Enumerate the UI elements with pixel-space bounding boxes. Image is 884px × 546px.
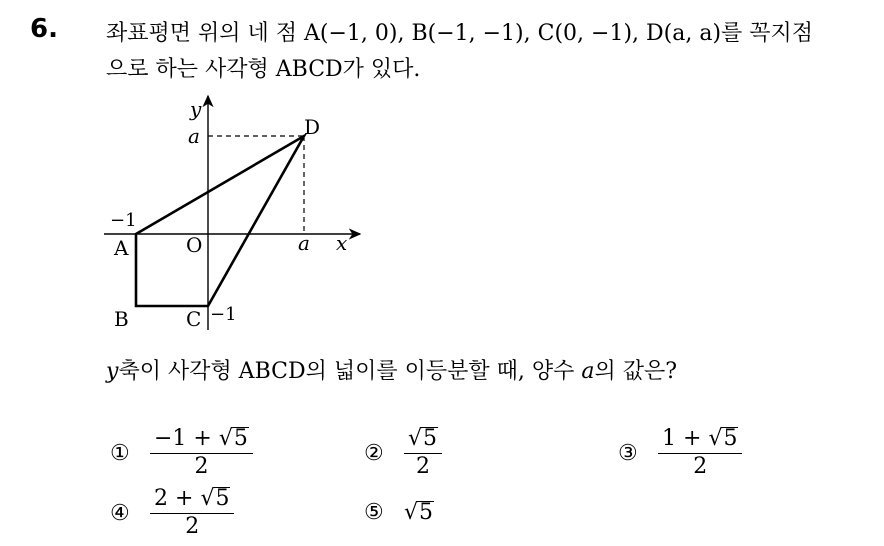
- sqrt-icon: √: [408, 426, 423, 451]
- label-point-a: A: [114, 236, 129, 260]
- sqrt-icon: √: [218, 426, 233, 451]
- label-point-c: C: [186, 307, 202, 331]
- x-axis-label: x: [336, 231, 348, 255]
- y-axis-label: y: [190, 97, 202, 121]
- sqrt-icon: √: [708, 426, 723, 451]
- stem-line-2: 으로 하는 사각형 ABCD가 있다.: [106, 57, 421, 82]
- choice-3-fraction: 1 + √ 5 2: [658, 426, 742, 480]
- label-point-b: B: [114, 307, 129, 331]
- choice-4-number: ④: [110, 500, 130, 526]
- choice-5-number: ⑤: [364, 500, 384, 525]
- choice-1[interactable]: [110, 426, 253, 480]
- quadrilateral-abcd: [136, 136, 304, 306]
- choice-4[interactable]: [110, 486, 234, 540]
- condition-end: 의 값은?: [594, 359, 678, 384]
- sqrt-icon: √: [404, 500, 419, 525]
- choice-2[interactable]: [364, 426, 442, 480]
- choice-3[interactable]: [618, 426, 742, 480]
- label-a-on-x: a: [298, 231, 310, 255]
- choice-2-number: ②: [364, 440, 384, 466]
- question-number: 6.: [30, 14, 58, 44]
- choice-4-fraction: 2 + √ 5 2: [150, 486, 234, 540]
- choice-1-fraction: −1 + √ 5 2: [150, 426, 253, 480]
- choice-5[interactable]: [364, 500, 434, 525]
- question-condition: [106, 354, 677, 385]
- choice-1-number: ①: [110, 440, 130, 466]
- choice-2-fraction: √ 5 2: [404, 426, 442, 480]
- label-a-on-y: a: [188, 124, 200, 148]
- label-minus1-y: −1: [110, 210, 137, 231]
- sqrt-icon: √: [200, 486, 215, 511]
- choice-3-number: ③: [618, 440, 638, 466]
- label-point-d: D: [304, 115, 321, 139]
- label-minus1-x: −1: [210, 304, 237, 325]
- condition-variable-a: a: [581, 359, 595, 384]
- choice-5-value: √ 5: [404, 500, 434, 525]
- label-origin: O: [186, 233, 203, 257]
- condition-text: 축이 사각형 ABCD의 넓이를 이등분할 때, 양수: [118, 359, 575, 384]
- stem-line-1: 좌표평면 위의 네 점 A(−1, 0), B(−1, −1), C(0, −1), D(a, a)를 꼭지점: [106, 21, 814, 46]
- condition-variable-y: y: [106, 359, 119, 384]
